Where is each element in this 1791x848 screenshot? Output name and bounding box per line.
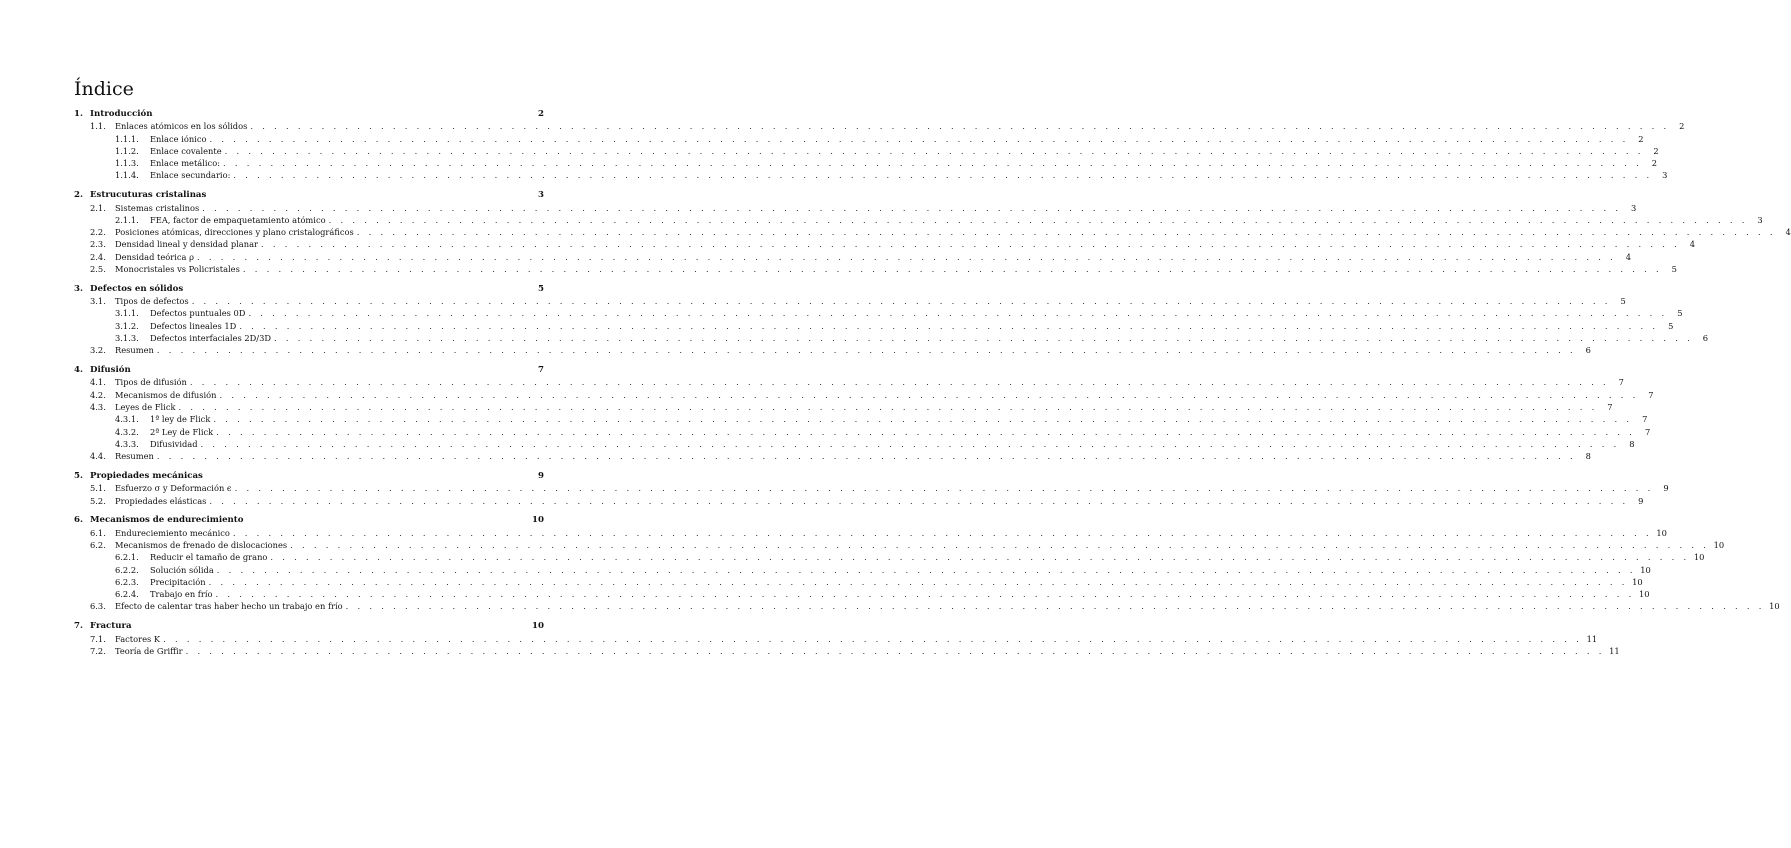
entry-page-number: 7: [1607, 402, 1613, 413]
entry-title: Enlace secundario:: [150, 170, 231, 181]
entry-number: 4.3.3.: [115, 438, 139, 449]
dot-leader: . . . . . . . . . . . . . . . . . . . . . . . . . . . . . . . . . . . . . . . . . . . . . . . . . . . . . . . . . . . . . . . . . . . . . . . . . . . . . . . . . . . . . . . . . . . . . . . . . . . . . . . . . . . . . . . . . . . . . . . .: [345, 601, 1765, 612]
entry-page-number: 9: [1638, 495, 1644, 506]
entry-title: Mecanismos de frenado de dislocaciones: [115, 540, 288, 550]
entry-title: Enlaces atómicos en los sólidos: [115, 121, 248, 132]
entry-page-number: 7: [1642, 414, 1648, 425]
toc-subsubsection-entry[interactable]: [74, 214, 1763, 226]
toc-section-entry[interactable]: [74, 283, 544, 295]
entry-page-number: 7: [1648, 389, 1654, 400]
entry-number: 7.: [74, 621, 83, 632]
dot-leader: . . . . . . . . . . . . . . . . . . . . . . . . . . . . . . . . . . . . . . . . . . . . . . . . . . . . . . . . . . . . . . . . . . . . . . . . . . . . . . . . . . . . . . . . . . . . . . . . . . . . . . . . . . . . . . . . . . . . . . . .: [178, 402, 1598, 413]
entry-number: 3.2.: [90, 345, 106, 356]
entry-page-number: 10: [1713, 540, 1725, 550]
entry-number: 6.2.: [90, 540, 106, 550]
entry-page-number: 10: [1769, 601, 1780, 612]
entry-title: Propiedades elásticas: [115, 495, 207, 506]
toc-subsection-entry[interactable]: [74, 401, 1613, 413]
entry-page-number: 9: [538, 471, 544, 482]
entry-title: Difusividad: [150, 438, 198, 449]
entry-number: 1.1.1.: [115, 133, 139, 144]
dot-leader: . . . . . . . . . . . . . . . . . . . . . . . . . . . . . . . . . . . . . . . . . . . . . . . . . . . . . . . . . . . . . . . . . . . . . . . . . . . . . . . . . . . . . . . . . . . . . . . . . . . . . . . . . . . . . . . . . . . . . . . .: [223, 158, 1643, 169]
entry-page-number: 5: [538, 283, 544, 294]
dot-leader: . . . . . . . . . . . . . . . . . . . . . . . . . . . . . . . . . . . . . . . . . . . . . . . . . . . . . . . . . . . . . . . . . . . . . . . . . . . . . . . . . . . . . . . . . . . . . . . . . . . . . . . . . . . . . . . . . . . . . . . .: [163, 633, 1583, 644]
entry-page-number: 7: [538, 365, 544, 376]
entry-title: Enlace covalente: [150, 145, 222, 156]
dot-leader: . . . . . . . . . . . . . . . . . . . . . . . . . . . . . . . . . . . . . . . . . . . . . . . . . . . . . . . . . . . . . . . . . . . . . . . . . . . . . . . . . . . . . . . . . . . . . . . . . . . . . . . . . . . . . . . . . . . . . . . .: [209, 133, 1629, 144]
toc-section-entry[interactable]: [74, 470, 544, 482]
entry-page-number: 10: [1638, 589, 1650, 600]
entry-number: 4.3.2.: [115, 426, 139, 437]
entry-page-number: 5: [1668, 320, 1674, 331]
entry-page-number: 10: [532, 515, 544, 526]
toc-subsection-entry[interactable]: [74, 527, 1667, 539]
toc-section-entry[interactable]: [74, 108, 544, 120]
entry-number: 2.2.: [90, 227, 106, 238]
entry-title: Trabajo en frío: [150, 589, 213, 600]
dot-leader: . . . . . . . . . . . . . . . . . . . . . . . . . . . . . . . . . . . . . . . . . . . . . . . . . . . . . . . . . . . . . . . . . . . . . . . . . . . . . . . . . . . . . . . . . . . . . . . . . . . . . . . . . . . . . . . . . . . . . . . .: [208, 576, 1628, 587]
toc-subsection-entry[interactable]: [74, 376, 1624, 388]
entry-page-number: 6: [1585, 345, 1591, 356]
entry-title: 1ª ley de Flick: [150, 414, 211, 425]
entry-title: Tipos de defectos: [115, 296, 189, 307]
toc-subsubsection-entry[interactable]: [74, 588, 1650, 600]
entry-number: 2.1.1.: [115, 214, 139, 225]
dot-leader: . . . . . . . . . . . . . . . . . . . . . . . . . . . . . . . . . . . . . . . . . . . . . . . . . . . . . . . . . . . . . . . . . . . . . . . . . . . . . . . . . . . . . . . . . . . . . . . . . . . . . . . . . . . . . . . . . . . . . . . .: [224, 145, 1644, 156]
toc-subsection-entry[interactable]: [74, 633, 1598, 645]
entry-number: 2.5.: [90, 264, 106, 275]
toc-subsection-entry[interactable]: [74, 539, 1725, 551]
entry-number: 5.: [74, 471, 83, 482]
entry-title: Defectos en sólidos: [90, 283, 184, 294]
entry-page-number: 8: [1629, 438, 1635, 449]
toc-subsubsection-entry[interactable]: [74, 169, 1668, 181]
toc-subsubsection-entry[interactable]: [74, 564, 1651, 576]
entry-title: Introducción: [90, 109, 153, 119]
toc-subsubsection-entry[interactable]: [74, 413, 1648, 425]
dot-leader: . . . . . . . . . . . . . . . . . . . . . . . . . . . . . . . . . . . . . . . . . . . . . . . . . . . . . . . . . . . . . . . . . . . . . . . . . . . . . . . . . . . . . . . . . . . . . . . . . . . . . . . . . . . . . . . . . . . . . . . .: [156, 451, 1576, 462]
dot-leader: . . . . . . . . . . . . . . . . . . . . . . . . . . . . . . . . . . . . . . . . . . . . . . . . . . . . . . . . . . . . . . . . . . . . . . . . . . . . . . . . . . . . . . . . . . . . . . . . . . . . . . . . . . . . . . . . . . . . . . . .: [215, 589, 1635, 600]
entry-number: 1.1.2.: [115, 145, 139, 156]
entry-title: Defectos interfaciales 2D/3D: [150, 333, 272, 344]
entry-title: Leyes de Flick: [115, 402, 176, 413]
dot-leader: . . . . . . . . . . . . . . . . . . . . . . . . . . . . . . . . . . . . . . . . . . . . . . . . . . . . . . . . . . . . . . . . . . . . . . . . . . . . . . . . . . . . . . . . . . . . . . . . . . . . . . . . . . . . . . . . . . . . . . . .: [213, 414, 1633, 425]
entry-number: 6.1.: [90, 527, 106, 538]
entry-title: Densidad teórica ρ: [115, 251, 194, 262]
entry-page-number: 7: [1618, 377, 1624, 388]
entry-number: 5.2.: [90, 495, 106, 506]
entry-number: 6.2.2.: [115, 564, 139, 575]
entry-page-number: 4: [1785, 227, 1791, 238]
dot-leader: . . . . . . . . . . . . . . . . . . . . . . . . . . . . . . . . . . . . . . . . . . . . . . . . . . . . . . . . . . . . . . . . . . . . . . . . . . . . . . . . . . . . . . . . . . . . . . . . . . . . . . . . . . . . . . . . . . . . . . . .: [234, 483, 1654, 494]
entry-number: 2.: [74, 190, 83, 201]
entry-page-number: 11: [1586, 633, 1598, 644]
dot-leader: . . . . . . . . . . . . . . . . . . . . . . . . . . . . . . . . . . . . . . . . . . . . . . . . . . . . . . . . . . . . . . . . . . . . . . . . . . . . . . . . . . . . . . . . . . . . . . . . . . . . . . . . . . . . . . . . . . . . . . . .: [219, 389, 1639, 400]
toc-subsubsection-entry[interactable]: [74, 320, 1674, 332]
dot-leader: . . . . . . . . . . . . . . . . . . . . . . . . . . . . . . . . . . . . . . . . . . . . . . . . . . . . . . . . . . . . . . . . . . . . . . . . . . . . . . . . . . . . . . . . . . . . . . . . . . . . . . . . . . . . . . . . . . . . . . . .: [242, 264, 1662, 275]
dot-leader: . . . . . . . . . . . . . . . . . . . . . . . . . . . . . . . . . . . . . . . . . . . . . . . . . . . . . . . . . . . . . . . . . . . . . . . . . . . . . . . . . . . . . . . . . . . . . . . . . . . . . . . . . . . . . . . . . . . . . . . .: [261, 239, 1681, 250]
dot-leader: . . . . . . . . . . . . . . . . . . . . . . . . . . . . . . . . . . . . . . . . . . . . . . . . . . . . . . . . . . . . . . . . . . . . . . . . . . . . . . . . . . . . . . . . . . . . . . . . . . . . . . . . . . . . . . . . . . . . . . . .: [191, 296, 1611, 307]
toc-subsection-entry[interactable]: [74, 600, 1780, 612]
entry-title: Estrucuturas cristalinas: [90, 190, 207, 201]
entry-number: 6.: [74, 515, 83, 526]
entry-title: Esfuerzo σ y Deformación ϵ: [115, 483, 232, 494]
entry-page-number: 5: [1677, 308, 1683, 319]
entry-title: Tipos de difusión: [115, 377, 187, 388]
entry-page-number: 3: [1662, 170, 1668, 181]
entry-number: 1.: [74, 109, 83, 119]
entry-number: 4.: [74, 365, 83, 376]
toc-subsubsection-entry[interactable]: [74, 576, 1643, 588]
dot-leader: . . . . . . . . . . . . . . . . . . . . . . . . . . . . . . . . . . . . . . . . . . . . . . . . . . . . . . . . . . . . . . . . . . . . . . . . . . . . . . . . . . . . . . . . . . . . . . . . . . . . . . . . . . . . . . . . . . . . . . . .: [290, 540, 1710, 550]
toc-subsubsection-entry[interactable]: [74, 551, 1705, 563]
entry-number: 1.1.3.: [115, 158, 139, 169]
entry-page-number: 2: [1679, 121, 1685, 132]
dot-leader: . . . . . . . . . . . . . . . . . . . . . . . . . . . . . . . . . . . . . . . . . . . . . . . . . . . . . . . . . . . . . . . . . . . . . . . . . . . . . . . . . . . . . . . . . . . . . . . . . . . . . . . . . . . . . . . . . . . . . . . .: [189, 377, 1609, 388]
table-of-contents: [74, 108, 1791, 657]
entry-number: 3.1.2.: [115, 320, 139, 331]
entry-title: Fractura: [90, 621, 132, 632]
dot-leader: . . . . . . . . . . . . . . . . . . . . . . . . . . . . . . . . . . . . . . . . . . . . . . . . . . . . . . . . . . . . . . . . . . . . . . . . . . . . . . . . . . . . . . . . . . . . . . . . . . . . . . . . . . . . . . . . . . . . . . . .: [209, 495, 1629, 506]
entry-title: Posiciones atómicas, direcciones y plano cristalográficos: [115, 227, 354, 238]
toc-section-entry[interactable]: [74, 620, 544, 632]
entry-number: 6.2.1.: [115, 552, 139, 563]
entry-title: Enlace iónico: [150, 133, 207, 144]
dot-leader: . . . . . . . . . . . . . . . . . . . . . . . . . . . . . . . . . . . . . . . . . . . . . . . . . . . . . . . . . . . . . . . . . . . . . . . . . . . . . . . . . . . . . . . . . . . . . . . . . . . . . . . . . . . . . . . . . . . . . . . .: [239, 320, 1659, 331]
entry-number: 4.4.: [90, 451, 106, 462]
entry-page-number: 9: [1663, 483, 1669, 494]
entry-number: 4.3.1.: [115, 414, 139, 425]
entry-title: Propiedades mecánicas: [90, 471, 203, 482]
dot-leader: . . . . . . . . . . . . . . . . . . . . . . . . . . . . . . . . . . . . . . . . . . . . . . . . . . . . . . . . . . . . . . . . . . . . . . . . . . . . . . . . . . . . . . . . . . . . . . . . . . . . . . . . . . . . . . . . . . . . . . . .: [356, 227, 1776, 238]
entry-title: Teoría de Griffir: [115, 645, 183, 656]
toc-subsection-entry[interactable]: [74, 263, 1677, 275]
entry-title: Defectos puntuales 0D: [150, 308, 246, 319]
dot-leader: . . . . . . . . . . . . . . . . . . . . . . . . . . . . . . . . . . . . . . . . . . . . . . . . . . . . . . . . . . . . . . . . . . . . . . . . . . . . . . . . . . . . . . . . . . . . . . . . . . . . . . . . . . . . . . . . . . . . . . . .: [248, 308, 1668, 319]
entry-page-number: 3: [1757, 214, 1763, 225]
toc-subsubsection-entry[interactable]: [74, 426, 1651, 438]
entry-page-number: 2: [538, 109, 544, 119]
toc-subsubsection-entry[interactable]: [74, 307, 1683, 319]
entry-page-number: 2: [1638, 133, 1644, 144]
entry-number: 4.1.: [90, 377, 106, 388]
entry-number: 5.1.: [90, 483, 106, 494]
entry-page-number: 3: [538, 190, 544, 201]
dot-leader: . . . . . . . . . . . . . . . . . . . . . . . . . . . . . . . . . . . . . . . . . . . . . . . . . . . . . . . . . . . . . . . . . . . . . . . . . . . . . . . . . . . . . . . . . . . . . . . . . . . . . . . . . . . . . . . . . . . . . . . .: [250, 121, 1670, 132]
entry-page-number: 2: [1653, 145, 1659, 156]
toc-subsection-entry[interactable]: [74, 226, 1791, 238]
entry-title: Defectos lineales 1D: [150, 320, 237, 331]
entry-title: Solución sólida: [150, 564, 214, 575]
entry-number: 2.1.: [90, 202, 106, 213]
entry-number: 4.3.: [90, 402, 106, 413]
entry-title: Resumen: [115, 345, 154, 356]
dot-leader: . . . . . . . . . . . . . . . . . . . . . . . . . . . . . . . . . . . . . . . . . . . . . . . . . . . . . . . . . . . . . . . . . . . . . . . . . . . . . . . . . . . . . . . . . . . . . . . . . . . . . . . . . . . . . . . . . . . . . . . .: [270, 552, 1690, 563]
entry-page-number: 5: [1671, 264, 1677, 275]
entry-title: Mecanismos de endurecimiento: [90, 515, 244, 526]
entry-number: 3.1.3.: [115, 333, 139, 344]
page-title: Índice: [74, 78, 134, 100]
entry-title: Sistemas cristalinos: [115, 202, 200, 213]
entry-page-number: 10: [1693, 552, 1705, 563]
entry-page-number: 10: [1656, 527, 1667, 538]
toc-section-entry[interactable]: [74, 189, 544, 201]
toc-subsubsection-entry[interactable]: [74, 438, 1635, 450]
dot-leader: . . . . . . . . . . . . . . . . . . . . . . . . . . . . . . . . . . . . . . . . . . . . . . . . . . . . . . . . . . . . . . . . . . . . . . . . . . . . . . . . . . . . . . . . . . . . . . . . . . . . . . . . . . . . . . . . . . . . . . . .: [185, 645, 1605, 656]
entry-page-number: 3: [1631, 202, 1637, 213]
dot-leader: . . . . . . . . . . . . . . . . . . . . . . . . . . . . . . . . . . . . . . . . . . . . . . . . . . . . . . . . . . . . . . . . . . . . . . . . . . . . . . . . . . . . . . . . . . . . . . . . . . . . . . . . . . . . . . . . . . . . . . . .: [274, 333, 1694, 344]
toc-subsection-entry[interactable]: [74, 238, 1696, 250]
entry-page-number: 4: [1625, 251, 1632, 262]
entry-number: 1.1.: [90, 121, 106, 132]
entry-number: 7.2.: [90, 645, 106, 656]
dot-leader: . . . . . . . . . . . . . . . . . . . . . . . . . . . . . . . . . . . . . . . . . . . . . . . . . . . . . . . . . . . . . . . . . . . . . . . . . . . . . . . . . . . . . . . . . . . . . . . . . . . . . . . . . . . . . . . . . . . . . . . .: [328, 214, 1748, 225]
entry-number: 1.1.4.: [115, 170, 139, 181]
entry-page-number: 4: [1689, 239, 1696, 250]
entry-page-number: 5: [1620, 296, 1626, 307]
entry-page-number: 7: [1644, 426, 1651, 437]
entry-number: 4.2.: [90, 389, 106, 400]
entry-number: 3.1.: [90, 296, 106, 307]
dot-leader: . . . . . . . . . . . . . . . . . . . . . . . . . . . . . . . . . . . . . . . . . . . . . . . . . . . . . . . . . . . . . . . . . . . . . . . . . . . . . . . . . . . . . . . . . . . . . . . . . . . . . . . . . . . . . . . . . . . . . . . .: [216, 564, 1636, 575]
toc-subsection-entry[interactable]: [74, 450, 1591, 462]
dot-leader: . . . . . . . . . . . . . . . . . . . . . . . . . . . . . . . . . . . . . . . . . . . . . . . . . . . . . . . . . . . . . . . . . . . . . . . . . . . . . . . . . . . . . . . . . . . . . . . . . . . . . . . . . . . . . . . . . . . . . . . .: [216, 426, 1636, 437]
entry-number: 6.3.: [90, 601, 106, 612]
toc-subsection-entry[interactable]: [74, 344, 1591, 356]
toc-subsection-entry[interactable]: [74, 482, 1669, 494]
dot-leader: . . . . . . . . . . . . . . . . . . . . . . . . . . . . . . . . . . . . . . . . . . . . . . . . . . . . . . . . . . . . . . . . . . . . . . . . . . . . . . . . . . . . . . . . . . . . . . . . . . . . . . . . . . . . . . . . . . . . . . . .: [233, 170, 1653, 181]
toc-subsection-entry[interactable]: [74, 645, 1620, 657]
entry-title: Monocristales vs Policristales: [115, 264, 240, 275]
entry-number: 6.2.3.: [115, 576, 139, 587]
dot-leader: . . . . . . . . . . . . . . . . . . . . . . . . . . . . . . . . . . . . . . . . . . . . . . . . . . . . . . . . . . . . . . . . . . . . . . . . . . . . . . . . . . . . . . . . . . . . . . . . . . . . . . . . . . . . . . . . . . . . . . . .: [232, 527, 1652, 538]
entry-title: Difusión: [90, 365, 131, 376]
dot-leader: . . . . . . . . . . . . . . . . . . . . . . . . . . . . . . . . . . . . . . . . . . . . . . . . . . . . . . . . . . . . . . . . . . . . . . . . . . . . . . . . . . . . . . . . . . . . . . . . . . . . . . . . . . . . . . . . . . . . . . . .: [200, 438, 1620, 449]
entry-number: 3.: [74, 283, 83, 294]
toc-subsection-entry[interactable]: [74, 202, 1637, 214]
entry-page-number: 10: [532, 621, 544, 632]
entry-page-number: 8: [1585, 451, 1591, 462]
toc-subsubsection-entry[interactable]: [74, 145, 1659, 157]
toc-subsubsection-entry[interactable]: [74, 133, 1644, 145]
dot-leader: . . . . . . . . . . . . . . . . . . . . . . . . . . . . . . . . . . . . . . . . . . . . . . . . . . . . . . . . . . . . . . . . . . . . . . . . . . . . . . . . . . . . . . . . . . . . . . . . . . . . . . . . . . . . . . . . . . . . . . . .: [156, 345, 1576, 356]
toc-subsection-entry[interactable]: [74, 295, 1626, 307]
entry-title: Enlace metálico:: [150, 158, 220, 169]
entry-title: Reducir el tamaño de grano: [150, 552, 268, 563]
entry-number: 2.3.: [90, 239, 106, 250]
toc-subsection-entry[interactable]: [74, 251, 1632, 263]
entry-title: Resumen: [115, 451, 154, 462]
entry-title: 2ª Ley de Flick: [150, 426, 214, 437]
entry-title: Efecto de calentar tras haber hecho un trabajo en frío: [115, 601, 343, 612]
entry-number: 6.2.4.: [115, 589, 139, 600]
dot-leader: . . . . . . . . . . . . . . . . . . . . . . . . . . . . . . . . . . . . . . . . . . . . . . . . . . . . . . . . . . . . . . . . . . . . . . . . . . . . . . . . . . . . . . . . . . . . . . . . . . . . . . . . . . . . . . . . . . . . . . . .: [202, 202, 1622, 213]
entry-title: Densidad lineal y densidad planar: [115, 239, 258, 250]
toc-subsection-entry[interactable]: [74, 120, 1685, 132]
entry-page-number: 6: [1702, 333, 1709, 344]
entry-page-number: 10: [1640, 564, 1651, 575]
entry-title: Endureciemiento mecánico: [115, 527, 230, 538]
entry-page-number: 2: [1651, 158, 1658, 169]
toc-section-entry[interactable]: [74, 364, 544, 376]
entry-title: FEA, factor de empaquetamiento atómico: [150, 214, 326, 225]
toc-subsubsection-entry[interactable]: [74, 157, 1658, 169]
toc-subsubsection-entry[interactable]: [74, 332, 1709, 344]
entry-page-number: 11: [1609, 645, 1620, 656]
entry-page-number: 10: [1632, 576, 1643, 587]
entry-title: Mecanismos de difusión: [115, 389, 217, 400]
entry-number: 2.4.: [90, 251, 106, 262]
entry-number: 3.1.1.: [115, 308, 139, 319]
toc-section-entry[interactable]: [74, 514, 544, 526]
entry-title: Factores K: [115, 633, 161, 644]
toc-subsection-entry[interactable]: [74, 495, 1644, 507]
entry-title: Precipitación: [150, 576, 206, 587]
toc-subsection-entry[interactable]: [74, 389, 1654, 401]
dot-leader: . . . . . . . . . . . . . . . . . . . . . . . . . . . . . . . . . . . . . . . . . . . . . . . . . . . . . . . . . . . . . . . . . . . . . . . . . . . . . . . . . . . . . . . . . . . . . . . . . . . . . . . . . . . . . . . . . . . . . . . .: [197, 251, 1617, 262]
entry-number: 7.1.: [90, 633, 106, 644]
